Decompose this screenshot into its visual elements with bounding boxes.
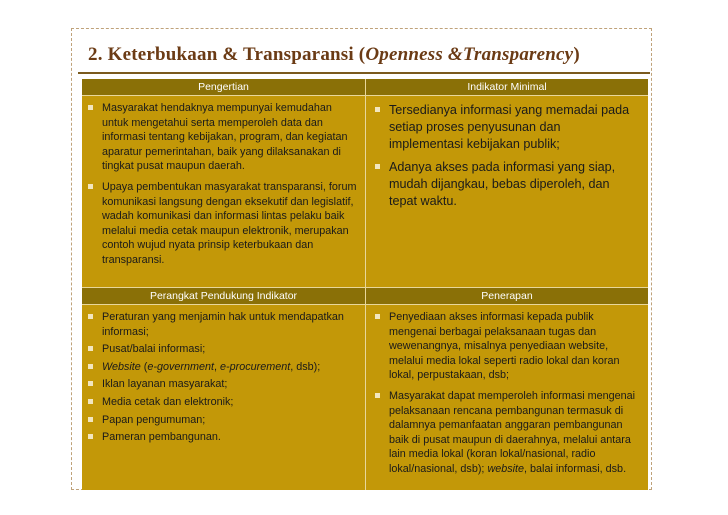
list-item	[85, 342, 359, 357]
row-divider	[82, 95, 648, 96]
item-text: , dsb);	[290, 360, 321, 373]
bullet-icon	[88, 346, 93, 351]
bullet-icon	[88, 399, 93, 404]
title-underline	[78, 72, 650, 74]
list-item	[85, 310, 359, 339]
perangkat-list	[82, 305, 365, 445]
bullet-icon	[375, 393, 380, 398]
cell-perangkat	[82, 305, 365, 490]
list-item	[85, 430, 359, 445]
bullet-icon	[88, 417, 93, 422]
item-text: Adanya akses pada informasi yang siap, mudah dijangkau, bebas diperoleh, dan tepat waktu.	[389, 159, 616, 209]
item-text: Peraturan yang menjamin hak untuk mendapatkan informasi;	[102, 311, 344, 338]
slide-title	[88, 44, 580, 66]
title-italic: Openness &Transparency	[365, 44, 574, 65]
item-text: Pameran pembangunan.	[102, 431, 221, 444]
header-perangkat: Perangkat Pendukung Indikator	[82, 288, 365, 304]
bullet-icon	[375, 107, 380, 112]
bullet-icon	[88, 381, 93, 386]
bullet-icon	[88, 434, 93, 439]
item-text: Penyediaan akses informasi kepada publik mengenai berbagai pelaksanaan tugas dan wewenangnya, misalnya penyediaan website, melalui media lokal seperti radio lokal dan koran lokal, perpustakaan, dsb;	[389, 311, 620, 382]
item-text: , balai informasi, dsb.	[524, 462, 627, 475]
header-indikator: Indikator Minimal	[366, 79, 648, 95]
bullet-icon	[375, 314, 380, 319]
pengertian-list	[82, 96, 365, 268]
list-item	[85, 101, 359, 174]
header-penerapan: Penerapan	[366, 288, 648, 304]
indikator-list	[366, 96, 648, 210]
item-text: Upaya pembentukan masyarakat transparansi, forum komunikasi langsung dengan eksekutif dan legislatif, wadah komunikasi dan informasi lintas pelaku baik melalui media cetak maupun elektronik, merupakan contoh wujud nyata prinsip keterbukaan dan transparansi.	[102, 180, 357, 266]
item-text: Masyarakat dapat memperoleh informasi mengenai pelaksanaan rencana pembangunan termasuk di dalamnya pemanfaatan anggaran pembangunan baik di pusat maupun di daerahnya, melalui antara lain media lokal (koran lokal/nasional, radio lokal/nasional, dsb);	[389, 389, 636, 475]
item-text: Papan pengumuman;	[102, 413, 206, 426]
item-text: Media cetak dan elektronik;	[102, 395, 234, 408]
row-divider	[82, 304, 648, 305]
item-text: Masyarakat hendaknya mempunyai kemudahan untuk mengetahui serta memperoleh data dan informasi tentang kebijakan, program, dan kegiatan aparatur pemerintahan, baik yang dilaksanakan di tingkat pusat maupun daerah.	[102, 102, 348, 173]
list-item	[85, 377, 359, 392]
list-item	[372, 159, 638, 211]
bullet-icon	[88, 314, 93, 319]
list-item	[85, 180, 359, 268]
list-item	[372, 310, 642, 383]
bullet-icon	[88, 105, 93, 110]
list-item	[372, 389, 642, 477]
cell-indikator	[366, 96, 648, 287]
cell-penerapan	[366, 305, 648, 490]
item-text: (	[140, 360, 148, 373]
item-text: Pusat/balai informasi;	[102, 343, 206, 356]
row-divider	[82, 287, 648, 288]
item-text-egov: e-government	[147, 360, 215, 373]
list-item	[85, 395, 359, 410]
item-text: Tersedianya informasi yang memadai pada setiap proses penyusunan dan implementasi kebijakan publik;	[389, 103, 630, 152]
title-main: 2. Keterbukaan & Transparansi (	[88, 44, 366, 65]
penerapan-list	[366, 305, 648, 477]
list-item	[85, 413, 359, 428]
item-text-website: website	[487, 462, 525, 475]
item-text-eproc: e-procurement	[220, 360, 291, 373]
title-close: )	[573, 44, 580, 65]
bullet-icon	[375, 164, 380, 169]
bullet-icon	[88, 364, 93, 369]
content-table	[82, 79, 648, 490]
cell-pengertian	[82, 96, 365, 287]
column-divider	[365, 79, 366, 490]
item-text: ,	[214, 360, 221, 373]
item-text-website: Website	[102, 360, 141, 373]
bullet-icon	[88, 184, 93, 189]
item-text: Iklan layanan masyarakat;	[102, 378, 228, 391]
list-item	[372, 102, 638, 154]
header-pengertian: Pengertian	[82, 79, 365, 95]
list-item	[85, 360, 359, 375]
